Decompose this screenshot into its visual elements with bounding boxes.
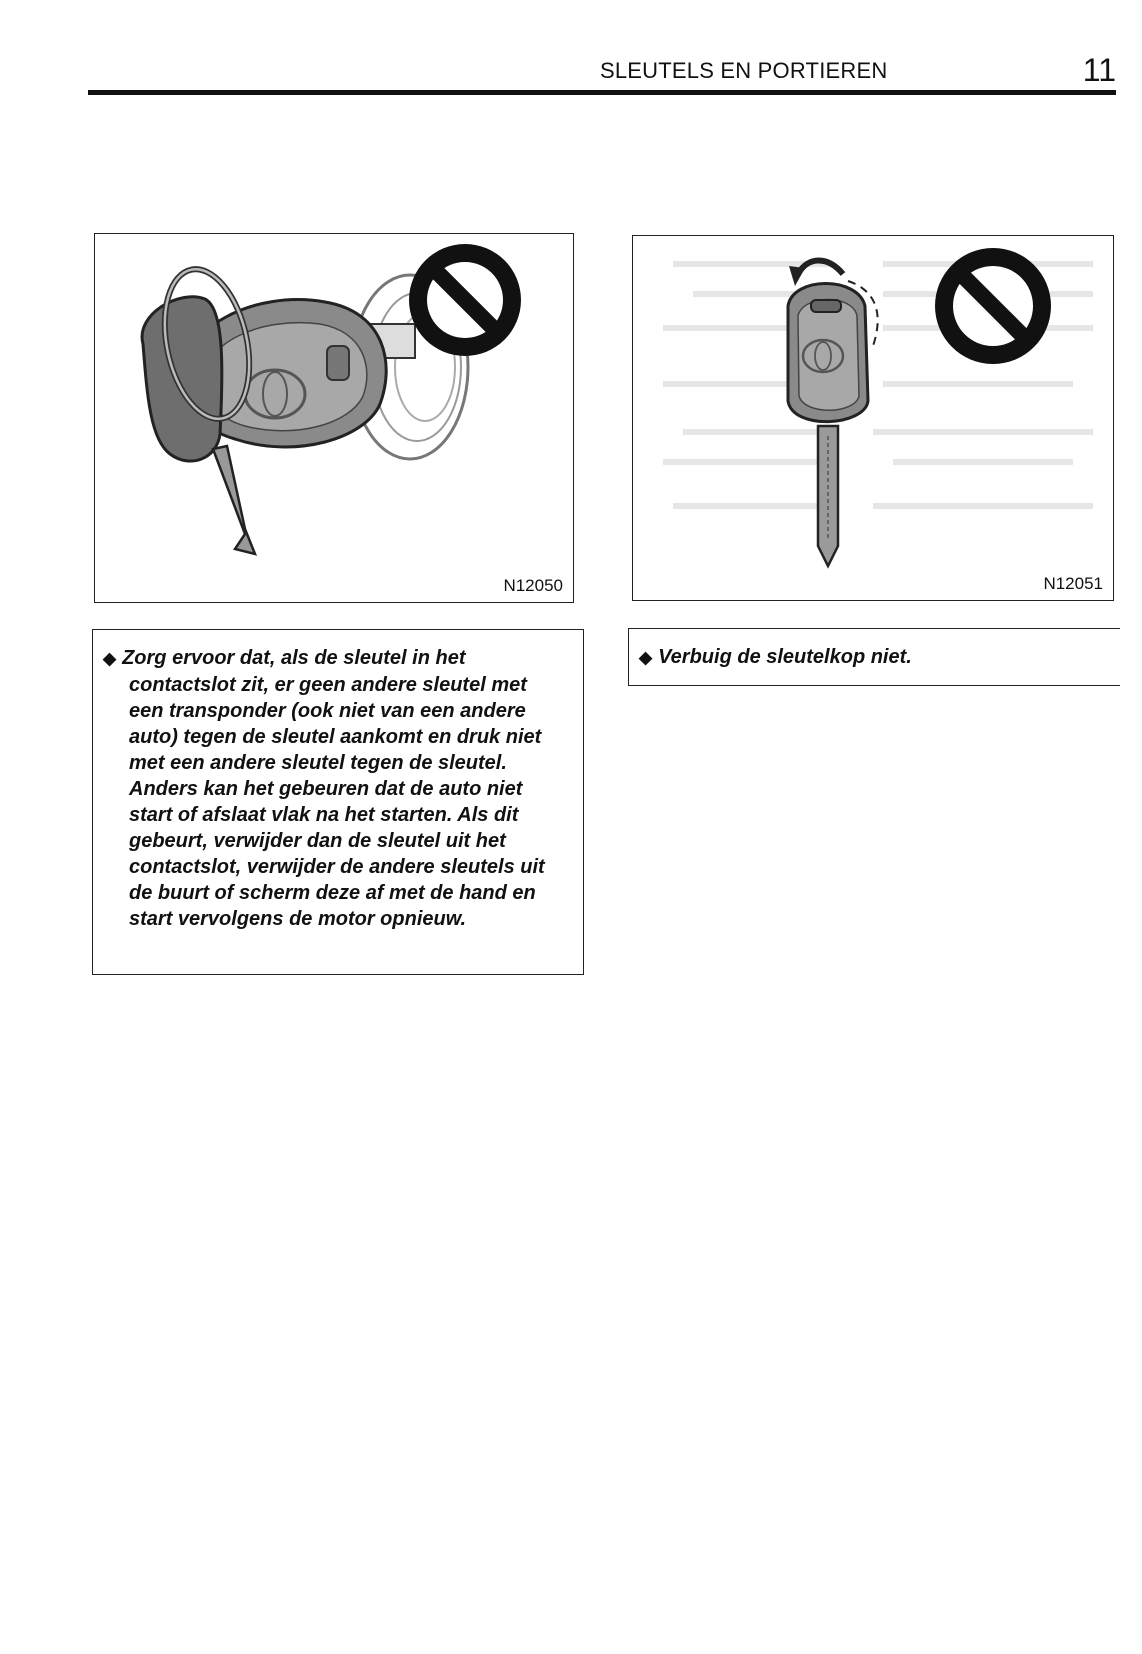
caution-body: Zorg ervoor dat, als de sleutel in het contactslot zit, er geen andere sleutel met een transponder (ook niet van een andere auto) tegen de sleutel aankomt en druk niet met een andere sleutel tegen de sleutel. Anders kan het gebeuren dat de auto niet start of afslaat vlak na het starten. Als dit gebeurt, verwijder dan de sleutel uit het contactslot, verwijder de andere sleutels uit de buurt of scherm deze af met de hand en start vervolgens de motor opnieuw. <box>122 647 545 930</box>
header-rule <box>88 90 1116 95</box>
caution-text <box>103 645 565 932</box>
diamond-bullet-icon: ◆ <box>639 648 653 667</box>
key-button-icon <box>811 300 841 312</box>
figure-bend-key-head <box>632 235 1114 601</box>
prohibition-icon <box>935 248 1051 364</box>
caution-box-transponder <box>92 629 584 975</box>
key-bend-illustration <box>633 236 1113 600</box>
prohibition-icon <box>409 244 521 356</box>
key-illustration <box>95 234 573 602</box>
key-button-icon <box>327 346 349 380</box>
figure-key-near-transponder <box>94 233 574 603</box>
second-key-blade <box>213 446 255 554</box>
caution-text <box>639 644 1110 671</box>
diamond-bullet-icon: ◆ <box>103 649 117 668</box>
page-number: 11 <box>1082 52 1116 88</box>
second-key-head <box>142 297 222 461</box>
header-title: SLEUTELS EN PORTIEREN <box>600 58 888 83</box>
figure-code: N12050 <box>503 576 563 595</box>
caution-box-bend <box>628 628 1120 686</box>
figure-code: N12051 <box>1043 574 1103 593</box>
caution-body: Verbuig de sleutelkop niet. <box>658 646 912 668</box>
bend-arrow-icon <box>798 261 843 275</box>
